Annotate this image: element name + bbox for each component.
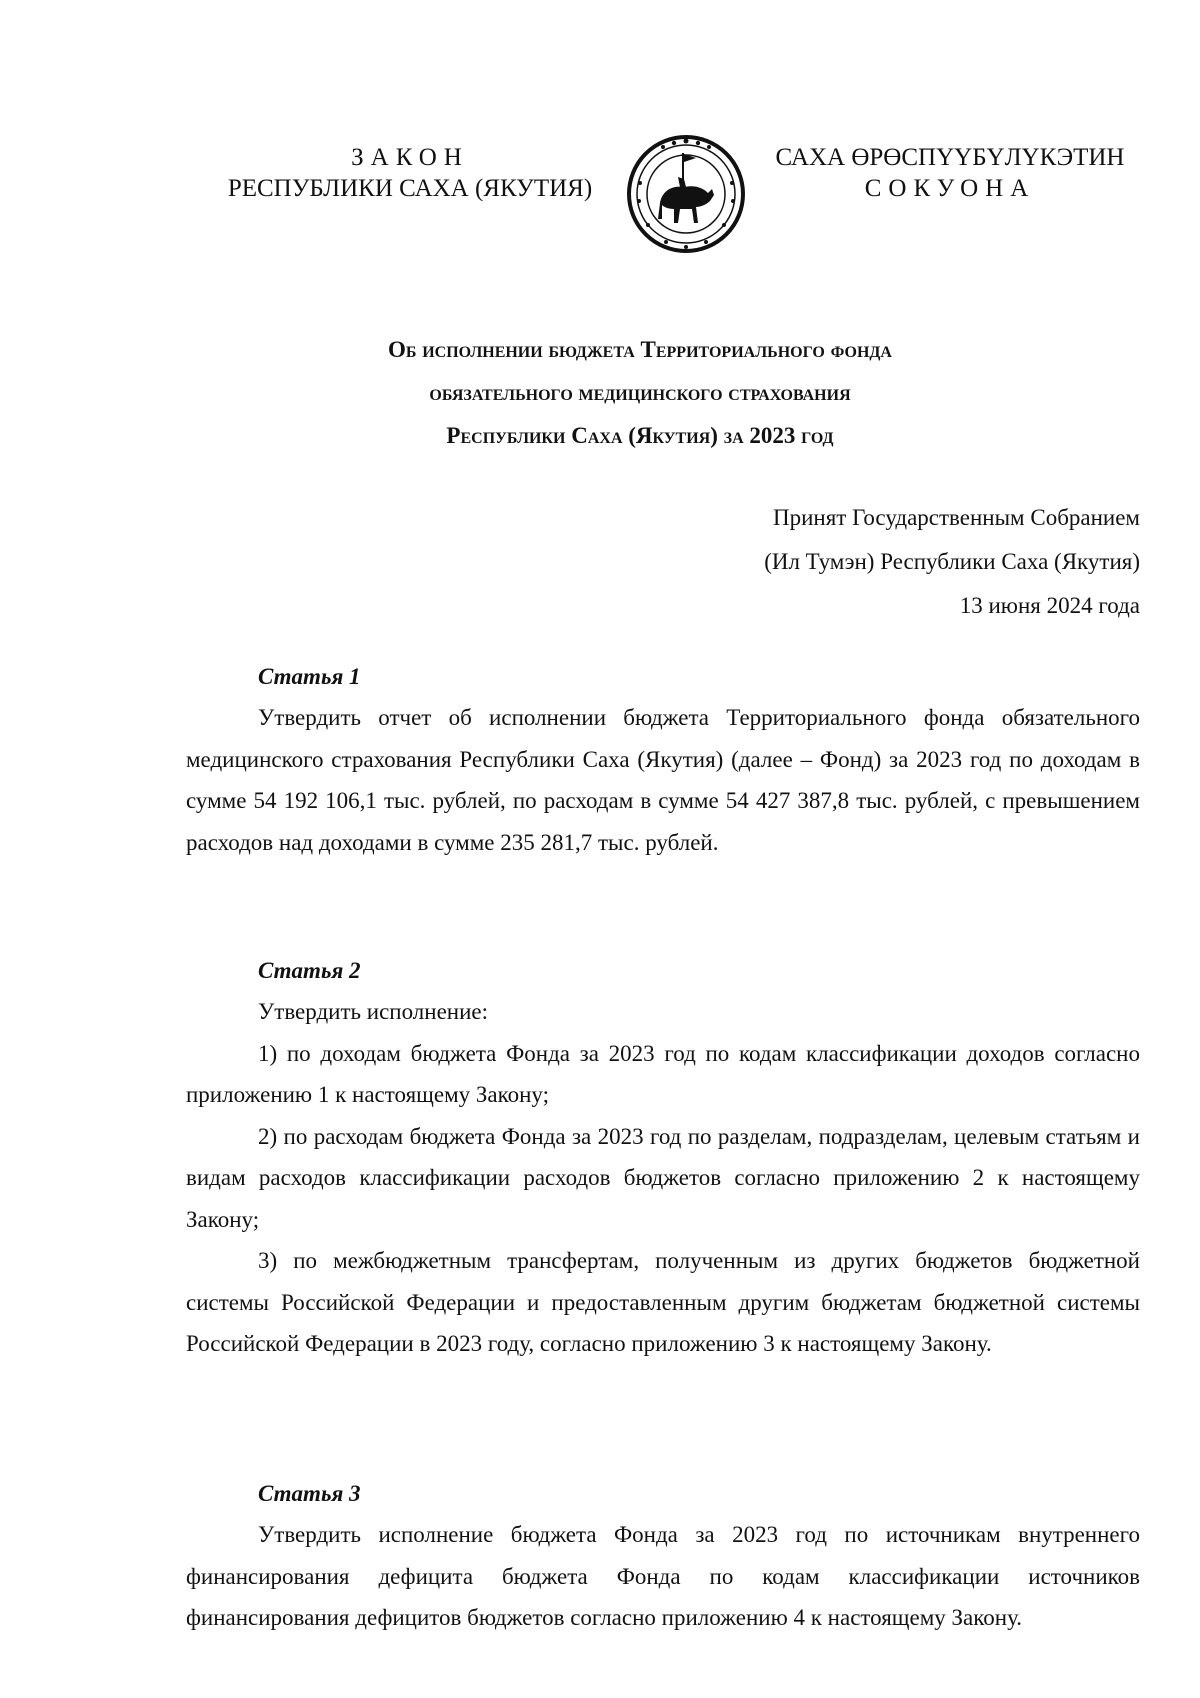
article-2-item-2: 2) по расходам бюджета Фонда за 2023 год по разделам, подразделам, целевым статьям и видам расходов классификации расходов бюджетов согласно приложению 2 к настоящему Закону; (186, 1123, 1140, 1232)
article-2 (186, 950, 1140, 1365)
article-2-heading: Статья 2 (258, 958, 361, 983)
header-right-title: САХА ӨРӨСПҮҮБҮЛҮКЭТИН (775, 144, 1125, 171)
header-right-subtitle: СОКУОНА (864, 175, 1036, 202)
article-2-item-1: 1) по доходам бюджета Фонда за 2023 год по кодам классификации доходов согласно приложению 1 к настоящему Закону; (186, 1040, 1140, 1107)
article-3-heading: Статья 3 (258, 1481, 361, 1506)
header-left-title: ЗАКОН (351, 144, 469, 171)
article-3 (186, 1473, 1140, 1639)
adoption-date: 13 июня 2024 года (959, 593, 1140, 618)
law-title-line-1: Об исполнении бюджета Территориального фонда (388, 337, 892, 362)
header-right (770, 142, 1130, 204)
article-2-item-3: 3) по межбюджетным трансфертам, полученным из других бюджетов бюджетной системы Российской Федерации и предоставленным другим бюджетам бюджетной системы Российской Федерации в 2023 году, согласно приложению 3 к настоящему Закону. (186, 1248, 1140, 1356)
law-title-line-2: обязательного медицинского страхования (429, 380, 851, 405)
republic-emblem-icon (626, 133, 746, 256)
adoption-line-2: (Ил Тумэн) Республики Саха (Якутия) (764, 549, 1140, 574)
article-1-heading: Статья 1 (258, 664, 361, 689)
header-left-subtitle: РЕСПУБЛИКИ САХА (ЯКУТИЯ) (227, 175, 593, 202)
law-title (200, 328, 1080, 457)
article-3-text: Утвердить исполнение бюджета Фонда за 2023 год по источникам внутреннего финансирования дефицита бюджета Фонда по кодам классификации источников финансирования дефицитов бюджетов согласно приложению 4 к настоящему Закону. (186, 1522, 1140, 1630)
law-title-line-3: Республики Саха (Якутия) за 2023 год (446, 423, 834, 448)
article-2-intro: Утвердить исполнение: (258, 999, 488, 1024)
header-left (190, 142, 630, 204)
adoption-line-1: Принят Государственным Собранием (772, 505, 1140, 530)
article-1-text: Утвердить отчет об исполнении бюджета Территориального фонда обязательного медицинского страхования Республики Саха (Якутия) (далее – Фонд) за 2023 год по доходам в сумме 54 192 106,1 тыс. рублей, по расходам в сумме 54 427 387,8 тыс. рублей, с превышением расходов над доходами в сумме 235 281,7 тыс. рублей. (186, 705, 1140, 855)
adoption-note (764, 496, 1140, 628)
article-1 (186, 656, 1140, 863)
